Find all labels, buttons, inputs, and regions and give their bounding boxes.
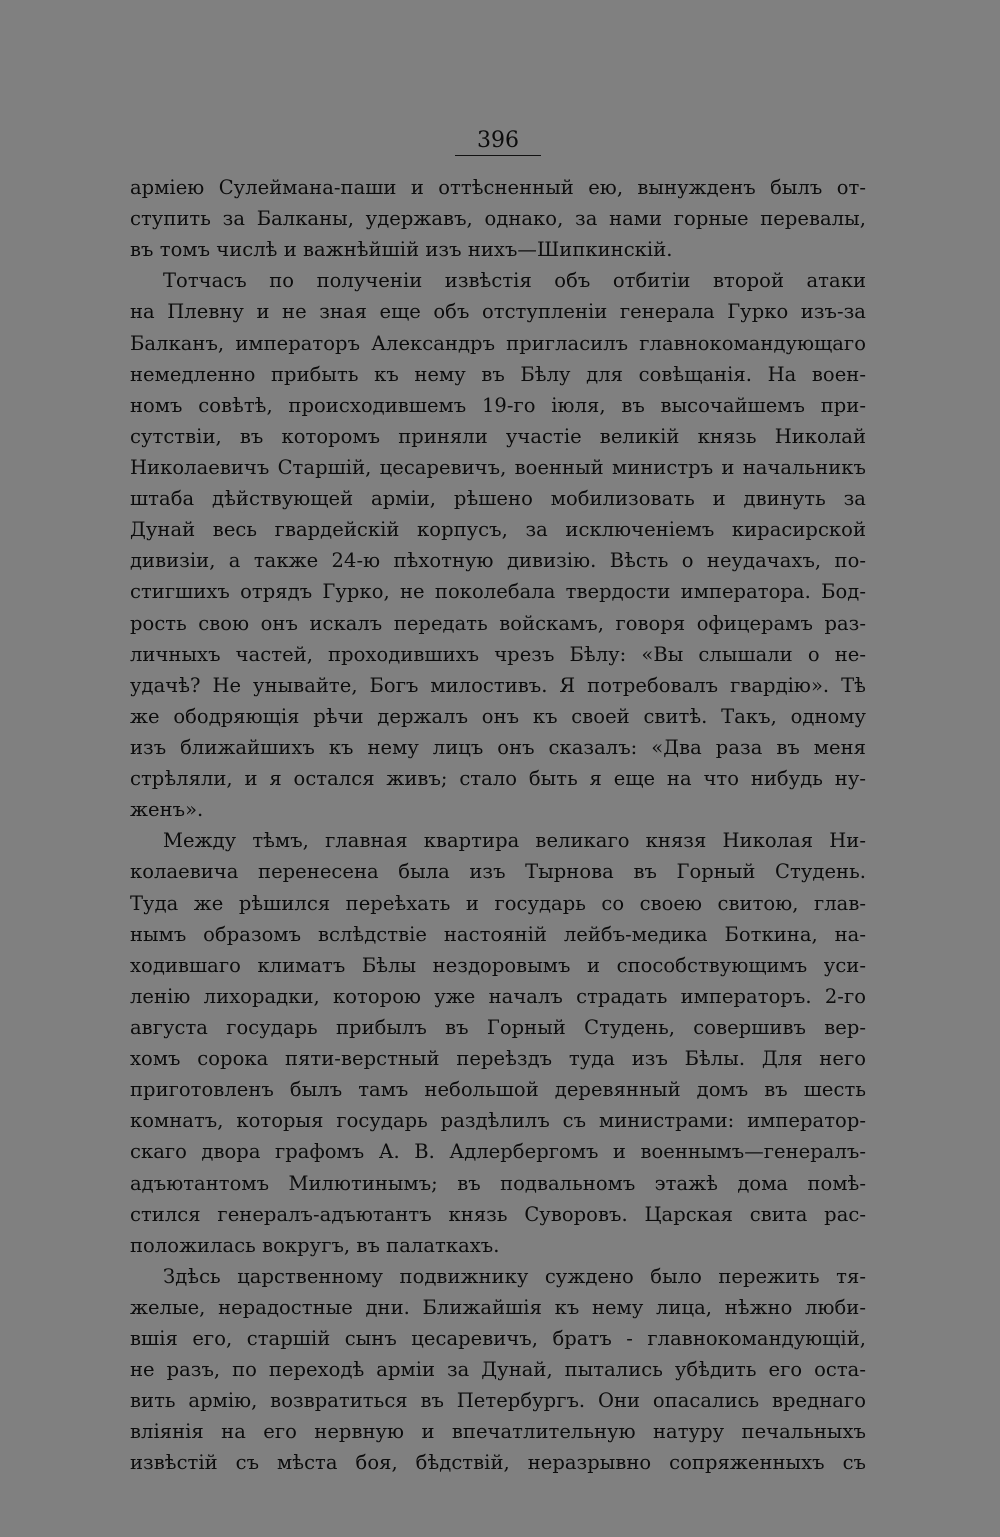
text-line: Здѣсь царственному подвижнику суждено было пережить тя- — [163, 1264, 866, 1288]
text-line: извѣстiй съ мѣста боя, бѣдствiй, неразрывно сопряженныхъ съ — [130, 1451, 866, 1475]
page-number-rule — [455, 155, 541, 156]
text-line: на Плевну и не зная еще объ отступленiи генерала Гурко изъ-за — [130, 300, 866, 324]
text-line: удачѣ? Не унывайте, Богъ милостивъ. Я потребовалъ гвардiю». Тѣ — [130, 673, 866, 697]
text-line: рость свою онъ искалъ передать войскамъ, говоря офицерамъ раз- — [130, 611, 866, 635]
text-line: не разъ, по переходѣ армiи за Дунай, пытались убѣдить его оста- — [130, 1358, 866, 1382]
text-line: ступить за Балканы, удержавъ, однако, за нами горные перевалы, — [130, 207, 866, 231]
text-line: же ободряющiя рѣчи держалъ онъ къ своей свитѣ. Такъ, одному — [130, 704, 866, 728]
text-line: стрѣляли, и я остался живъ; стало быть я еще на что нибудь ну- — [130, 767, 866, 791]
text-line: стигшихъ отрядъ Гурко, не поколебала твердости императора. Бод- — [130, 580, 866, 604]
text-line: Между тѣмъ, главная квартира великаго князя Николая Ни- — [163, 829, 866, 853]
text-line: въ томъ числѣ и важнѣйшiй изъ нихъ—Шипкинскiй. — [130, 238, 673, 262]
text-line: армiею Сулеймана-паши и оттѣсненный ею, вынужденъ былъ от- — [130, 176, 866, 199]
text-line: влiянiя на его нервную и впечатлительную натуру печальныхъ — [130, 1420, 866, 1444]
text-line: личныхъ частей, проходившихъ чрезъ Бѣлу: «Вы слышали о не- — [130, 642, 866, 666]
text-line: номъ совѣтѣ, происходившемъ 19-го iюля, въ высочайшемъ при- — [130, 393, 866, 417]
text-line: положилась вокругъ, въ палаткахъ. — [130, 1233, 500, 1257]
text-line: Дунай весь гвардейскiй корпусъ, за исключенiемъ кирасирской — [130, 518, 866, 542]
text-line: штаба дѣйствующей армiи, рѣшено мобилизовать и двинуть за — [130, 487, 866, 511]
text-line: августа государь прибылъ въ Горный Студень, совершивъ вер- — [130, 1015, 866, 1039]
text-line: Тотчасъ по полученiи извѣстiя объ отбитiи второй атаки — [163, 269, 866, 293]
text-line: сутствiи, въ которомъ приняли участiе великiй князь Николай — [130, 424, 866, 448]
text-line: вшiя его, старшiй сынъ цесаревичъ, братъ - главнокомандующiй, — [130, 1327, 866, 1351]
text-line: ходившаго климатъ Бѣлы нездоровымъ и способствующимъ уси- — [130, 953, 866, 977]
text-line: комнатъ, которыя государь раздѣлилъ съ министрами: император- — [130, 1109, 866, 1133]
text-line: нымъ образомъ вслѣдствiе настоянiй лейбъ-медика Боткина, на- — [130, 922, 866, 946]
text-line: дивизiи, а также 24-ю пѣхотную дивизiю. Вѣсть о неудачахъ, по- — [130, 549, 866, 573]
text-line: изъ ближайшихъ къ нему лицъ онъ сказалъ: «Два раза въ меня — [130, 735, 866, 759]
text-line: Николаевичъ Старшiй, цесаревичъ, военный министръ и начальникъ — [130, 455, 866, 479]
text-line: Туда же рѣшился переѣхать и государь со своею свитою, глав- — [130, 891, 866, 915]
text-line: стился генералъ-адъютантъ князь Суворовъ. Царская свита рас- — [130, 1202, 866, 1226]
page-number: 396 — [477, 128, 519, 153]
text-line: Балканъ, императоръ Александръ пригласилъ главнокомандующаго — [130, 331, 866, 355]
body-text — [130, 172, 866, 1479]
text-line: желые, нерадостные дни. Ближайшiя къ нему лица, нѣжно люби- — [130, 1295, 866, 1319]
text-line: ленiю лихорадки, которою уже началъ страдать императоръ. 2-го — [130, 984, 866, 1008]
text-line: немедленно прибыть къ нему въ Бѣлу для совѣщанiя. На воен- — [130, 362, 866, 386]
text-line: хомъ сорока пяти-верстный переѣздъ туда изъ Бѣлы. Для него — [130, 1047, 866, 1071]
text-line: колаевича перенесена была изъ Тырнова въ Горный Студень. — [130, 860, 866, 884]
text-line: приготовленъ былъ тамъ небольшой деревянный домъ въ шесть — [130, 1078, 866, 1102]
text-line: вить армiю, возвратиться въ Петербургъ. Они опасались вреднаго — [130, 1389, 866, 1413]
text-line: адъютантомъ Милютинымъ; въ подвальномъ этажѣ дома помѣ- — [130, 1171, 866, 1195]
text-line: женъ». — [130, 798, 204, 822]
text-line: скаго двора графомъ А. В. Адлербергомъ и военнымъ—генералъ- — [130, 1140, 866, 1164]
